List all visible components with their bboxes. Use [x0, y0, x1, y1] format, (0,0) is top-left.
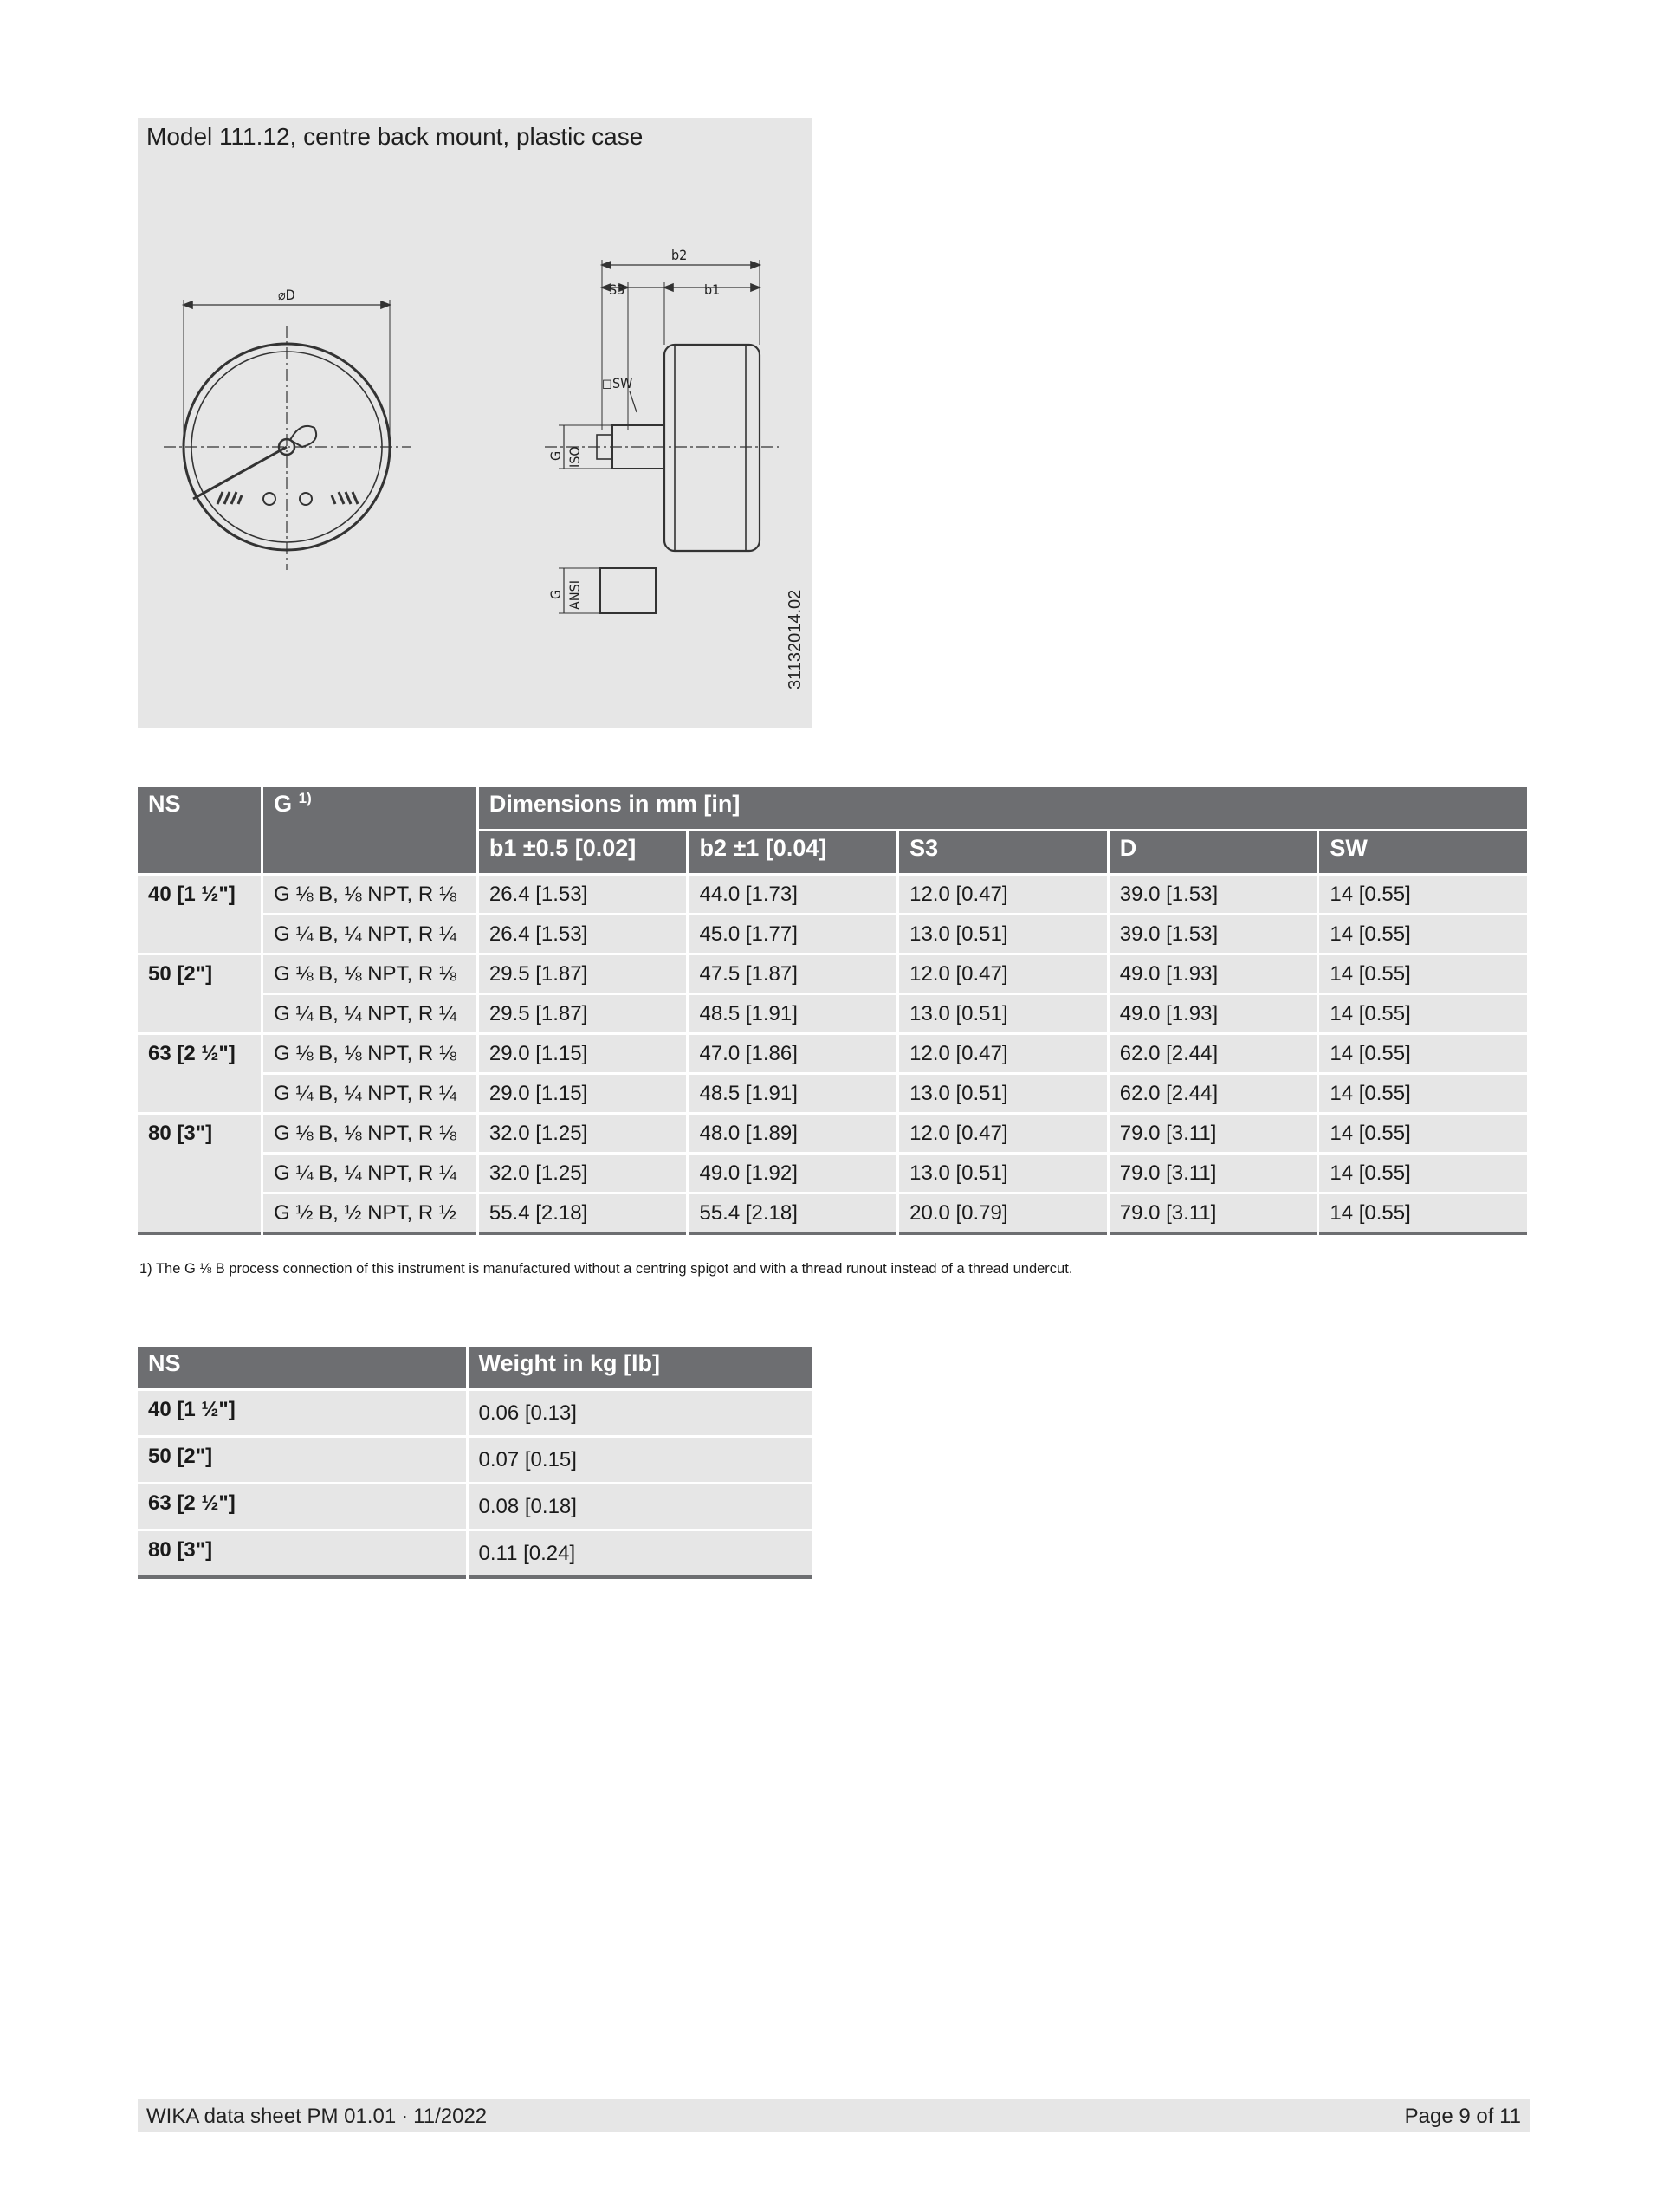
ns-cell: 50 [2"]: [138, 1438, 466, 1482]
sw-cell: 14 [0.55]: [1319, 995, 1527, 1032]
b1-cell: 55.4 [2.18]: [479, 1194, 687, 1235]
sw-cell: 14 [0.55]: [1319, 1115, 1527, 1152]
technical-drawing: [138, 118, 812, 728]
b2-cell: 48.5 [1.91]: [689, 1075, 896, 1112]
s3-cell: 13.0 [0.51]: [899, 915, 1107, 953]
table-row: [138, 1035, 1527, 1072]
weight-cell: 0.11 [0.24]: [469, 1531, 812, 1579]
g-cell: G ⅛ B, ⅛ NPT, R ⅛: [263, 1035, 476, 1072]
label-s3: S3: [609, 281, 625, 298]
s3-cell: 12.0 [0.47]: [899, 876, 1107, 913]
b1-cell: 26.4 [1.53]: [479, 915, 687, 953]
b2-cell: 47.0 [1.86]: [689, 1035, 896, 1072]
g-cell: G ¼ B, ¼ NPT, R ¼: [263, 915, 476, 953]
header-weight: Weight in kg [lb]: [469, 1347, 812, 1388]
g-cell: G ⅛ B, ⅛ NPT, R ⅛: [263, 876, 476, 913]
table-row: [138, 955, 1527, 993]
footnote: 1) The G ⅛ B process connection of this instrument is manufactured without a centring spigot and with a thread runout instead of a thread undercut.: [139, 1261, 1073, 1277]
table-row: [138, 995, 1527, 1032]
label-g-iso-b: ISO: [566, 446, 583, 468]
header-g: G $^{1)}$: [263, 787, 476, 873]
dimensions-table: [135, 785, 1530, 1238]
header-sw: SW: [1319, 831, 1527, 873]
table-row: [138, 1115, 1527, 1152]
label-g-iso-a: G: [547, 450, 564, 461]
ns-cell: 40 [1 ½"]: [138, 876, 261, 953]
sw-cell: 14 [0.55]: [1319, 1035, 1527, 1072]
gauge-drawing: [138, 118, 812, 728]
s3-cell: 20.0 [0.79]: [899, 1194, 1107, 1235]
d-cell: 49.0 [1.93]: [1110, 995, 1317, 1032]
label-b1: b1: [704, 281, 721, 298]
b1-cell: 29.5 [1.87]: [479, 955, 687, 993]
table-row: [138, 915, 1527, 953]
g-cell: G ¼ B, ¼ NPT, R ¼: [263, 1075, 476, 1112]
ns-cell: 50 [2"]: [138, 955, 261, 1032]
b1-cell: 32.0 [1.25]: [479, 1115, 687, 1152]
table-row: [138, 1484, 812, 1529]
sw-cell: 14 [0.55]: [1319, 876, 1527, 913]
b2-cell: 55.4 [2.18]: [689, 1194, 896, 1235]
table-row: [138, 1438, 812, 1482]
b2-cell: 48.5 [1.91]: [689, 995, 896, 1032]
sw-cell: 14 [0.55]: [1319, 955, 1527, 993]
header-s3: S3: [899, 831, 1107, 873]
s3-cell: 12.0 [0.47]: [899, 1035, 1107, 1072]
sw-cell: 14 [0.55]: [1319, 1075, 1527, 1112]
d-cell: 79.0 [3.11]: [1110, 1115, 1317, 1152]
table-row: [138, 1194, 1527, 1235]
g-cell: G ¼ B, ¼ NPT, R ¼: [263, 995, 476, 1032]
d-cell: 79.0 [3.11]: [1110, 1194, 1317, 1235]
weight-cell: 0.07 [0.15]: [469, 1438, 812, 1482]
s3-cell: 13.0 [0.51]: [899, 1155, 1107, 1192]
sw-cell: 14 [0.55]: [1319, 1155, 1527, 1192]
ns-cell: 40 [1 ½"]: [138, 1391, 466, 1435]
header-ns: NS: [138, 787, 261, 873]
d-cell: 62.0 [2.44]: [1110, 1035, 1317, 1072]
footer-doc-ref: WIKA data sheet PM 01.01 ∙ 11/2022: [146, 2105, 488, 2128]
ns-cell: 63 [2 ½"]: [138, 1035, 261, 1112]
sw-cell: 14 [0.55]: [1319, 915, 1527, 953]
header-b1: b1 ±0.5 [0.02]: [479, 831, 687, 873]
drawing-id: 31132014.02: [786, 589, 805, 689]
d-cell: 62.0 [2.44]: [1110, 1075, 1317, 1112]
g-cell: G ⅛ B, ⅛ NPT, R ⅛: [263, 1115, 476, 1152]
b1-cell: 32.0 [1.25]: [479, 1155, 687, 1192]
label-g-ansi-a: G: [547, 589, 564, 599]
header-dimensions-group: Dimensions in mm [in]: [479, 787, 1527, 829]
sw-cell: 14 [0.55]: [1319, 1194, 1527, 1235]
ns-cell: 80 [3"]: [138, 1115, 261, 1235]
label-diameter: ⌀D: [278, 287, 295, 303]
header-b2: b2 ±1 [0.04]: [689, 831, 896, 873]
weight-cell: 0.06 [0.13]: [469, 1391, 812, 1435]
weight-cell: 0.08 [0.18]: [469, 1484, 812, 1529]
label-sw: ◻SW: [602, 375, 633, 391]
s3-cell: 13.0 [0.51]: [899, 995, 1107, 1032]
s3-cell: 12.0 [0.47]: [899, 1115, 1107, 1152]
d-cell: 39.0 [1.53]: [1110, 876, 1317, 913]
weight-table: [135, 1344, 814, 1581]
header-ns: NS: [138, 1347, 466, 1388]
b2-cell: 48.0 [1.89]: [689, 1115, 896, 1152]
b1-cell: 29.0 [1.15]: [479, 1035, 687, 1072]
table-row: [138, 1391, 812, 1435]
b1-cell: 26.4 [1.53]: [479, 876, 687, 913]
b2-cell: 49.0 [1.92]: [689, 1155, 896, 1192]
b2-cell: 45.0 [1.77]: [689, 915, 896, 953]
table-row: [138, 1075, 1527, 1112]
b2-cell: 44.0 [1.73]: [689, 876, 896, 913]
footer-page-number: Page 9 of 11: [1404, 2105, 1521, 2128]
page-footer: [138, 2099, 1530, 2132]
d-cell: 79.0 [3.11]: [1110, 1155, 1317, 1192]
b1-cell: 29.0 [1.15]: [479, 1075, 687, 1112]
d-cell: 39.0 [1.53]: [1110, 915, 1317, 953]
ns-cell: 63 [2 ½"]: [138, 1484, 466, 1529]
s3-cell: 13.0 [0.51]: [899, 1075, 1107, 1112]
b1-cell: 29.5 [1.87]: [479, 995, 687, 1032]
table-row: [138, 1531, 812, 1579]
label-g-ansi-b: ANSI: [566, 580, 583, 610]
b2-cell: 47.5 [1.87]: [689, 955, 896, 993]
d-cell: 49.0 [1.93]: [1110, 955, 1317, 993]
table-row: [138, 876, 1527, 913]
g-cell: G ½ B, ½ NPT, R ½: [263, 1194, 476, 1235]
label-b2: b2: [671, 247, 688, 263]
table-row: [138, 1155, 1527, 1192]
g-cell: G ⅛ B, ⅛ NPT, R ⅛: [263, 955, 476, 993]
figure-title: Model 111.12, centre back mount, plastic case: [146, 123, 644, 150]
ns-cell: 80 [3"]: [138, 1531, 466, 1579]
s3-cell: 12.0 [0.47]: [899, 955, 1107, 993]
g-cell: G ¼ B, ¼ NPT, R ¼: [263, 1155, 476, 1192]
footnote-ref: 1): [298, 790, 312, 806]
header-d: D: [1110, 831, 1317, 873]
